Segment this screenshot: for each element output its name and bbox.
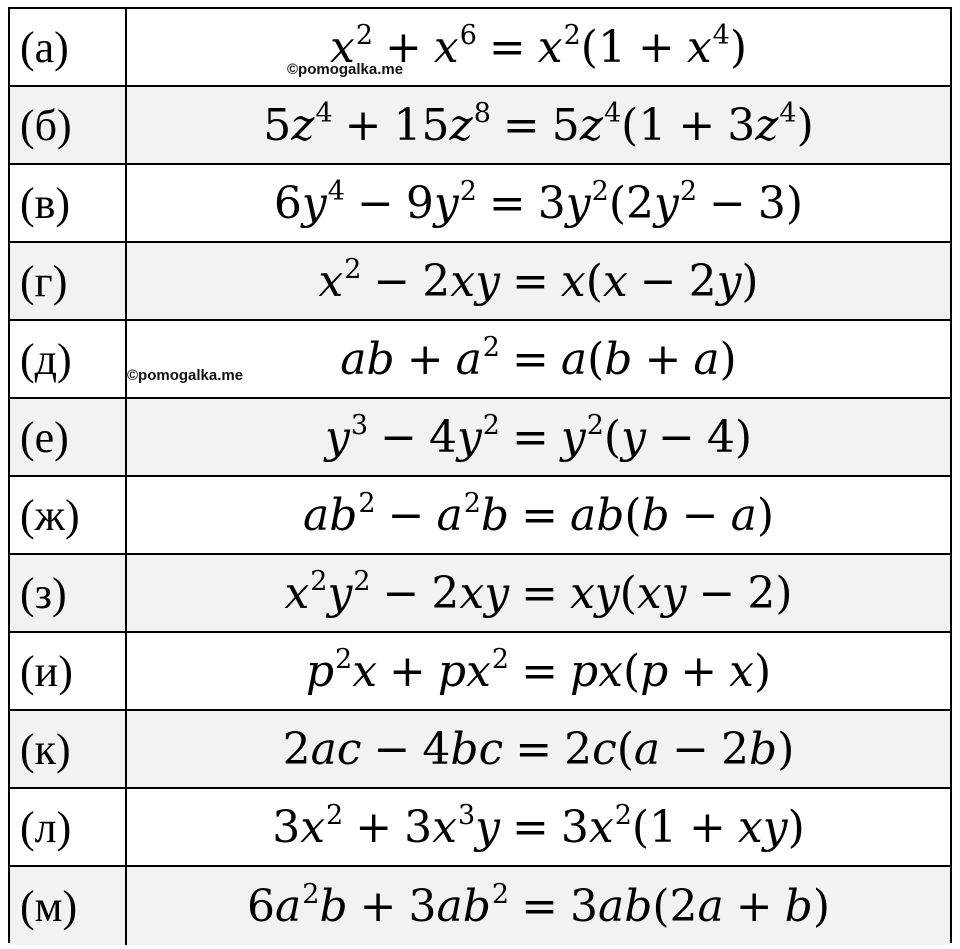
row-label: (д)	[10, 321, 127, 397]
row-equation	[127, 555, 950, 631]
row-label: (б)	[10, 87, 127, 163]
watermark: ©pomogalka.me	[127, 367, 244, 384]
table-row	[10, 633, 950, 711]
table-row	[10, 165, 950, 243]
equation-text: $5z^4 + 15z^8 = 5z^4(1 + 3z^4)$	[263, 97, 814, 151]
row-equation	[127, 399, 950, 475]
equation-text: $ab^2 - a^2b = ab(b - a)$	[303, 487, 774, 541]
equation-text: $x^2 + x^6 = x^2(1 + x^4)$	[329, 19, 748, 73]
table-row	[10, 867, 950, 945]
equation-text: 2ac − 4bc = 2c(a − 2b)	[282, 723, 795, 775]
equation-text: $3x^2 + 3x^3y = 3x^2(1 + xy)$	[272, 799, 805, 853]
row-equation	[127, 789, 950, 865]
row-label: (к)	[10, 711, 127, 787]
table-row	[10, 399, 950, 477]
table-row	[10, 87, 950, 165]
row-label: (л)	[10, 789, 127, 865]
row-equation	[127, 633, 950, 709]
row-label: (ж)	[10, 477, 127, 553]
row-equation	[127, 321, 950, 397]
row-label: (а)	[10, 9, 127, 85]
equation-text: $6y^4 - 9y^2 = 3y^2(2y^2 - 3)$	[273, 175, 804, 229]
row-label: (и)	[10, 633, 127, 709]
identity-table	[8, 7, 952, 943]
equation-text: $6a^2b + 3ab^2 = 3ab(2a + b)$	[247, 878, 830, 932]
table-row	[10, 243, 950, 321]
table-row	[10, 789, 950, 867]
row-label: (м)	[10, 867, 127, 945]
table-row	[10, 321, 950, 399]
row-label: (з)	[10, 555, 127, 631]
row-label: (г)	[10, 243, 127, 319]
row-equation	[127, 165, 950, 241]
table-row	[10, 9, 950, 87]
equation-text: ab + $a^2 = a(b + a)$	[340, 331, 737, 385]
row-equation	[127, 477, 950, 553]
equation-text: $p^2x + px^2 = px(p + x)$	[305, 643, 772, 697]
row-equation	[127, 243, 950, 319]
table-row	[10, 477, 950, 555]
equation-text: $x^2 - 2xy = x(x - 2y)$	[318, 253, 759, 307]
row-equation	[127, 867, 950, 945]
watermark: ©pomogalka.me	[287, 61, 404, 78]
table-row	[10, 711, 950, 789]
row-label: (е)	[10, 399, 127, 475]
row-equation	[127, 9, 950, 85]
row-label: (в)	[10, 165, 127, 241]
row-equation	[127, 87, 950, 163]
row-equation	[127, 711, 950, 787]
equation-text: $y^3 - 4y^2 = y^2(y - 4)$	[325, 409, 752, 463]
equation-text: $x^2y^2 - 2xy = xy(xy - 2)$	[284, 565, 793, 619]
table-row	[10, 555, 950, 633]
